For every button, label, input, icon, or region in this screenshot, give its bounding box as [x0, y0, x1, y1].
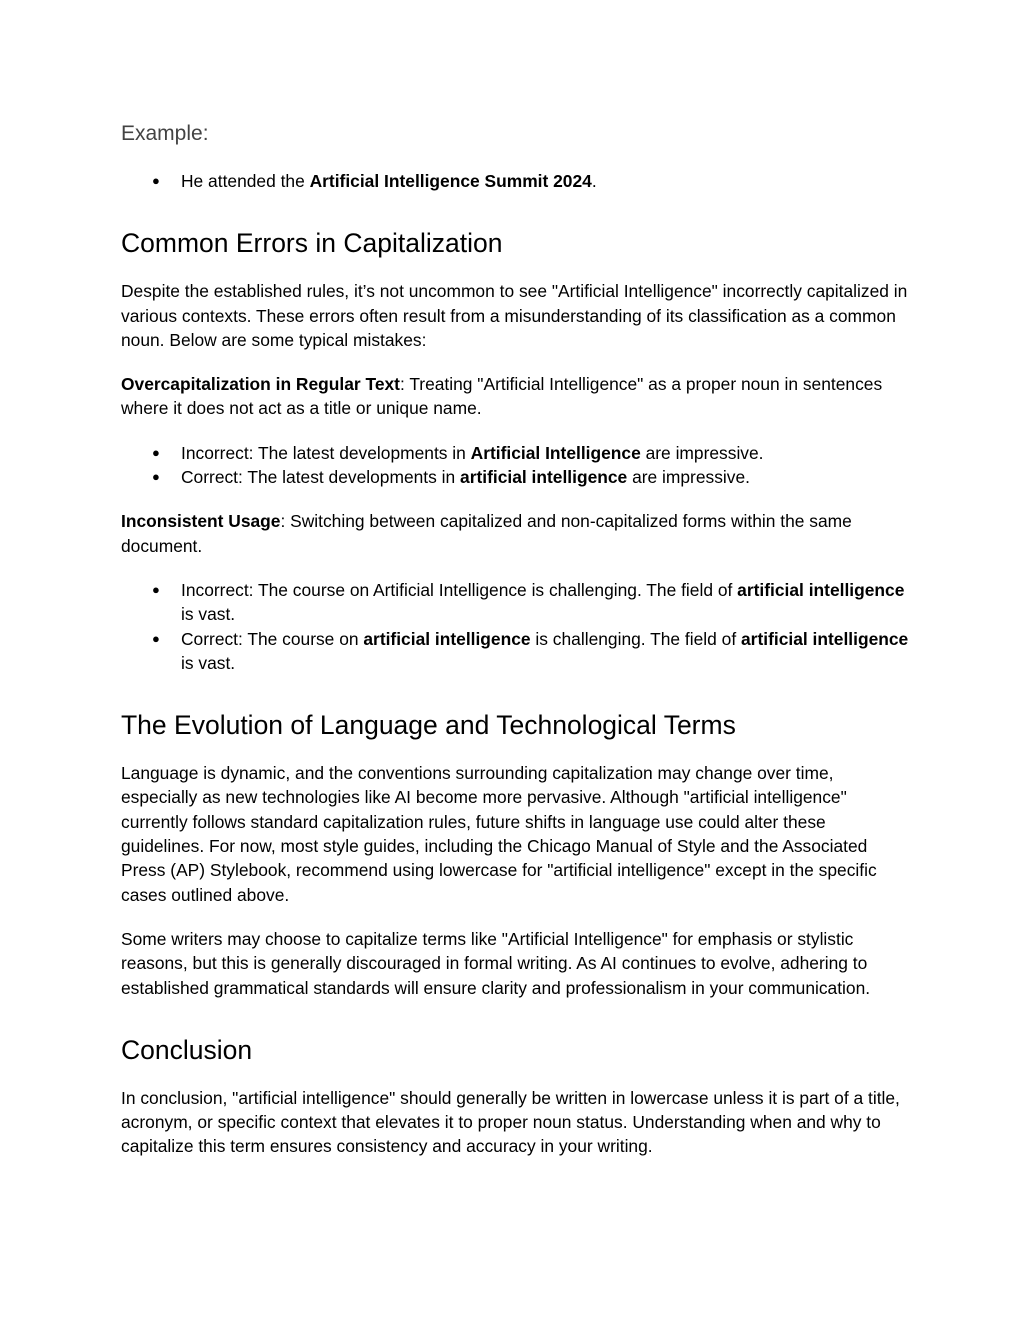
inconsistent-list [121, 578, 911, 675]
example-list [121, 169, 911, 193]
document-page [121, 119, 911, 1159]
bold-text: artificial intelligence [737, 579, 905, 600]
list-item [121, 441, 911, 465]
text-span: . [591, 171, 597, 191]
errors-intro: Despite the established rules, it’s not uncommon to see "Artificial Intelligence" incorrectly capitalized in various contexts. These errors often result from a misunderstanding of its classification as a common noun. Below are some typical mistakes: [121, 281, 908, 350]
text-span: is challenging. The field of [530, 628, 742, 649]
evolution-paragraph-1: Language is dynamic, and the conventions surrounding capitalization may change over time, especially as new technologies like AI become more pervasive. Although "artificial intelligence" currently follows standard capitalization rules, future shifts in language use could alter these guidelines. For now, most style guides, including the Chicago Manual of Style and the Associated Press (AP) Stylebook, recommend using lowercase for "artificial intelligence" except in the specific cases outlined above. [121, 763, 877, 905]
text-span: Correct: The course on [181, 628, 364, 649]
evolution-heading: The Evolution of Language and Technological Terms [121, 710, 736, 741]
text-span: is vast. [181, 604, 236, 625]
text-span: Incorrect: The latest developments in [181, 442, 471, 463]
errors-heading: Common Errors in Capitalization [121, 228, 503, 259]
bold-label: Overcapitalization in Regular Text [121, 374, 400, 395]
text-span: He attended the [181, 171, 310, 191]
text-span: are impressive. [627, 467, 750, 488]
list-item [121, 578, 911, 627]
text-span: is vast. [181, 652, 236, 673]
text-span: Correct: The latest developments in [181, 467, 461, 488]
bold-text: artificial intelligence [741, 628, 909, 649]
bold-label: Inconsistent Usage [121, 511, 281, 532]
bold-text: artificial intelligence [460, 467, 628, 488]
evolution-paragraph-2: Some writers may choose to capitalize terms like "Artificial Intelligence" for emphasis or stylistic reasons, but this is generally discouraged in formal writing. As AI continues to evolve, adhering to established grammatical standards will ensure clarity and professionalism in your communication. [121, 928, 871, 998]
text-span: are impressive. [640, 442, 764, 463]
example-heading: Example: [121, 122, 209, 145]
bold-text: artificial intelligence [363, 628, 531, 649]
overcapitalization-list [121, 441, 911, 490]
list-item [121, 465, 911, 489]
list-item [121, 169, 911, 193]
overcapitalization-paragraph [121, 372, 911, 421]
text-span: : Treating "Artificial Intelligence" as a proper noun in sentences where it does not act as a title or unique name. [121, 374, 883, 419]
inconsistent-paragraph [121, 509, 911, 558]
bold-text: Artificial Intelligence Summit 2024 [309, 171, 592, 191]
conclusion-paragraph: In conclusion, "artificial intelligence" should generally be written in lowercase unless it is part of a title, acronym, or specific context that elevates it to proper noun status. Understanding when and why to capitalize this term ensures consistency and accuracy in your writing. [121, 1087, 900, 1157]
bold-text: Artificial Intelligence [470, 442, 641, 463]
conclusion-heading: Conclusion [121, 1034, 253, 1065]
list-item [121, 627, 911, 676]
text-span: Incorrect: The course on Artificial Intelligence is challenging. The field of [181, 579, 738, 600]
text-span: : Switching between capitalized and non-capitalized forms within the same document. [121, 511, 852, 556]
